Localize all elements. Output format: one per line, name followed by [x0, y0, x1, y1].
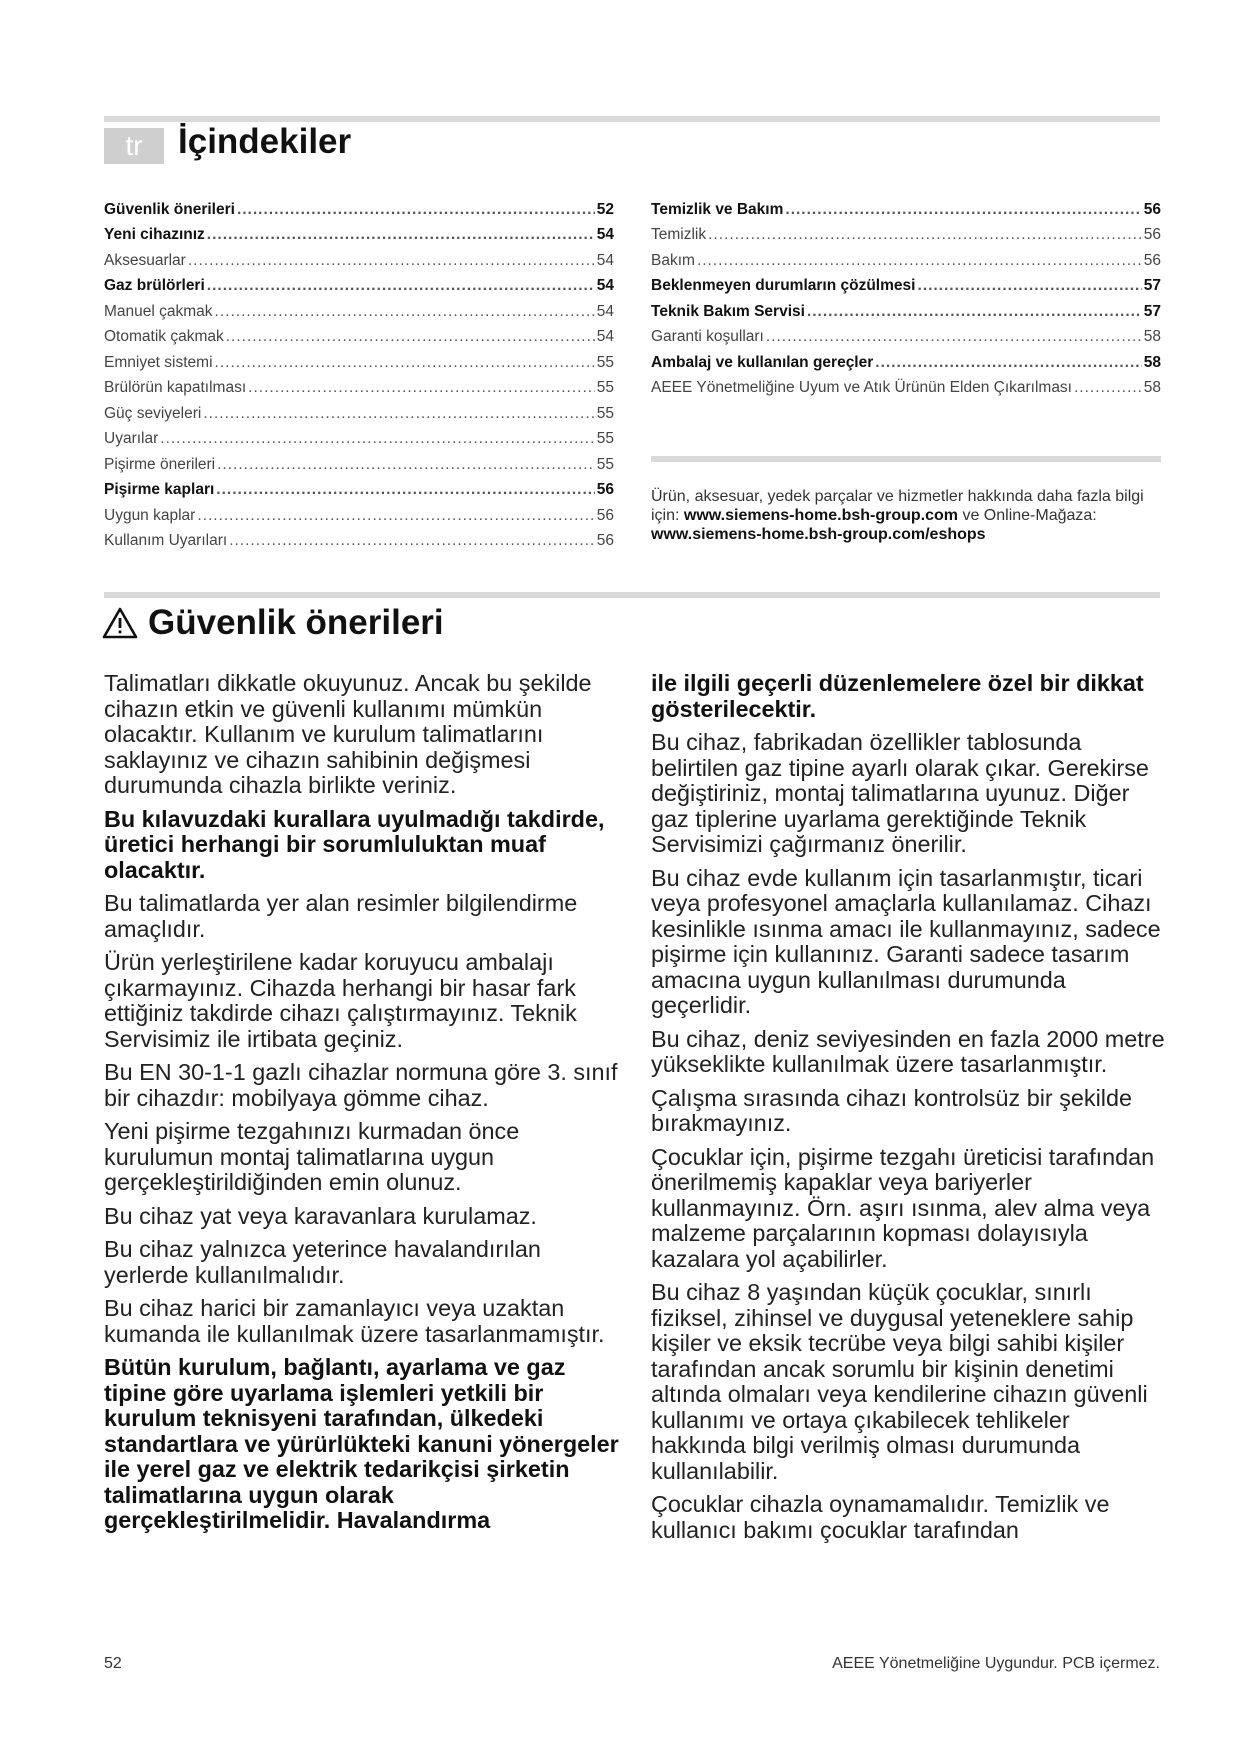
body-paragraph: Bu cihaz, fabrikadan özellikler tablosunda belirtilen gaz tipine ayarlı olarak çıkar. Gerekirse değiştiriniz, montaj talimatlarına uyunuz. Diğer gaz tiplerine uyarlama gerektiğinde Teknik Servisimizi çağırmanız önerilir. [651, 729, 1149, 857]
toc-leader-dots [215, 303, 595, 321]
toc-entry[interactable] [104, 321, 614, 347]
body-paragraph: Çalışma sırasında cihazı kontrolsüz bir şekilde bırakmayınız. [651, 1084, 1133, 1136]
toc-right-column [651, 193, 1161, 397]
toc-entry-page: 58 [1143, 379, 1161, 396]
toc-leader-dots [766, 328, 1142, 346]
body-paragraph: Çocuklar cihazla oynamamalıdır. Temizlik ve kullanıcı bakımı çocuklar tarafından [651, 1491, 1110, 1543]
toc-entry-label: Uyarılar [104, 430, 159, 447]
toc-entry[interactable] [104, 499, 614, 525]
info-text-1: Ürün, aksesuar, yedek parçalar ve hizmetler hakkında daha fazla bilgi için: [651, 488, 1144, 524]
toc-entry-page: 56 [596, 532, 614, 549]
section-heading [102, 603, 444, 643]
body-paragraph: Bu kılavuzdaki kurallara uyulmadığı takdirde, üretici herhangi bir sorumluluktan muaf olacaktır. [104, 805, 605, 883]
toc-entry-label: AEEE Yönetmeliğine Uyum ve Atık Ürünün Elden Çıkarılması [651, 379, 1072, 396]
language-badge: tr [104, 128, 164, 164]
toc-leader-dots [248, 379, 595, 397]
toc-entry-page: 57 [1143, 277, 1161, 294]
toc-entry-page: 54 [596, 277, 614, 294]
body-left-column [104, 671, 624, 1542]
toc-leader-dots [807, 303, 1142, 321]
toc-entry-page: 52 [596, 200, 614, 218]
toc-entry-page: 56 [1143, 251, 1161, 269]
toc-entry-page: 55 [596, 353, 614, 371]
toc-leader-dots [875, 354, 1141, 372]
toc-leader-dots [229, 532, 595, 550]
toc-entry[interactable] [104, 423, 614, 449]
toc-entry-label: Beklenmeyen durumların çözülmesi [651, 277, 916, 294]
toc-entry-label: Garanti koşulları [651, 328, 764, 345]
website-link[interactable]: www.siemens-home.bsh-group.com [683, 507, 959, 524]
body-paragraph: Bu cihaz yat veya karavanlara kurulamaz. [104, 1202, 537, 1229]
toc-entry[interactable] [104, 193, 614, 219]
toc-leader-dots [697, 252, 1142, 270]
body-paragraph: Çocuklar için, pişirme tezgahı üreticisi tarafından önerilmemiş kapaklar veya bariyerler kullanmayınız. Örn. aşırı ısınma, alev alma veya malzeme parçalarının kopması dolayısıyla kazalara yol açabilirler. [651, 1143, 1155, 1272]
toc-entry[interactable] [104, 372, 614, 398]
toc-entry[interactable] [651, 244, 1161, 270]
body-paragraph: Bu EN 30-1-1 gazlı cihazlar normuna göre 3. sınıf bir cihazdır: mobilyaya gömme cihaz. [104, 1059, 618, 1111]
toc-entry[interactable] [104, 295, 614, 321]
body-paragraph: Bütün kurulum, bağlantı, ayarlama ve gaz tipine göre uyarlama işlemleri yetkili bir kurulum teknisyeni tarafından, ülkedeki standartlara ve yürürlükteki kanuni yönergeler ile yerel gaz ve elektrik tedarikçisi şirketin talimatlarına uygun olarak gerçekleştirilmelidir. Havalandırma [104, 1354, 619, 1533]
section-rule [104, 592, 1160, 598]
toc-entry[interactable] [651, 270, 1161, 296]
toc-left-column [104, 193, 614, 550]
toc-entry[interactable] [651, 193, 1161, 219]
toc-leader-dots [203, 405, 594, 423]
body-paragraph: Bu cihaz evde kullanım için tasarlanmıştır, ticari veya profesyonel amaçlarla kullanılamaz. Cihazı kesinlikle ısınma amacı ile kullanmayınız, sadece pişirme için kullanınız. Garanti sadece tasarım amacına uygun kullanılması durumunda geçerlidir. [651, 864, 1161, 1018]
toc-entry-label: Yeni cihazınız [104, 226, 205, 243]
section-title: Güvenlik önerileri [148, 603, 444, 642]
toc-leader-dots [1074, 379, 1142, 397]
toc-entry-page: 58 [1143, 328, 1161, 345]
toc-entry-page: 56 [1143, 200, 1161, 218]
toc-entry-label: Emniyet sistemi [104, 353, 213, 371]
body-paragraph: Talimatları dikkatle okuyunuz. Ancak bu şekilde cihazın etkin ve güvenli kullanımı mümkün olacaktır. Kullanım ve kurulum talimatlarını saklayınız ve cihazın sahibinin değişmesi durumunda cihazla birlikte veriniz. [104, 670, 592, 798]
toc-entry-label: Kullanım Uyarıları [104, 532, 228, 549]
toc-entry-label: Güvenlik önerileri [104, 200, 235, 218]
toc-entry[interactable] [104, 525, 614, 551]
toc-entry-page: 56 [596, 506, 614, 524]
toc-entry[interactable] [104, 346, 614, 372]
body-paragraph: Yeni pişirme tezgahınızı kurmadan önce kurulumun montaj talimatlarına uygun gerçekleştirildiğinden emin olunuz. [104, 1118, 520, 1195]
toc-entry[interactable] [104, 270, 614, 296]
toc-entry-page: 54 [596, 251, 614, 269]
toc-entry-page: 55 [596, 379, 614, 396]
info-text-2: ve Online-Mağaza: [958, 507, 1097, 524]
toc-entry-page: 55 [596, 404, 614, 422]
toc-leader-dots [188, 252, 595, 270]
toc-leader-dots [207, 226, 595, 244]
page-number: 52 [104, 1655, 122, 1672]
footer-note: AEEE Yönetmeliğine Uygundur. PCB içermez. [832, 1655, 1160, 1672]
body-right-column [651, 671, 1171, 1551]
warning-triangle-icon [102, 607, 138, 639]
toc-entry[interactable] [651, 346, 1161, 372]
toc-entry-label: Teknik Bakım Servisi [651, 302, 805, 320]
toc-entry-label: Bakım [651, 251, 695, 269]
toc-leader-dots [160, 430, 594, 448]
toc-leader-dots [207, 277, 595, 295]
toc-entry-page: 55 [596, 455, 614, 473]
toc-entry-label: Aksesuarlar [104, 251, 186, 269]
body-paragraph: Bu cihaz harici bir zamanlayıcı veya uzaktan kumanda ile kullanılmak üzere tasarlanmamıştır. [104, 1295, 605, 1347]
toc-entry[interactable] [651, 321, 1161, 347]
toc-entry[interactable] [104, 448, 614, 474]
toc-leader-dots [215, 354, 595, 372]
toc-entry-page: 55 [596, 430, 614, 447]
toc-entry-page: 58 [1143, 353, 1161, 371]
toc-entry-label: Temizlik ve Bakım [651, 200, 784, 218]
toc-entry-page: 54 [596, 328, 614, 345]
info-rule [651, 456, 1161, 462]
toc-leader-dots [785, 201, 1141, 219]
toc-entry[interactable] [104, 244, 614, 270]
toc-entry-page: 56 [1143, 226, 1161, 243]
toc-entry[interactable] [104, 219, 614, 245]
toc-entry-page: 54 [596, 226, 614, 243]
toc-entry-label: Temizlik [651, 226, 707, 243]
toc-entry-label: Uygun kaplar [104, 506, 196, 524]
toc-entry[interactable] [651, 372, 1161, 398]
toc-title: İçindekiler [178, 122, 352, 161]
toc-entry-label: Ambalaj ve kullanılan gereçler [651, 353, 874, 371]
body-paragraph: Bu cihaz yalnızca yeterince havalandırılan yerlerde kullanılmalıdır. [104, 1236, 541, 1288]
toc-entry[interactable] [651, 219, 1161, 245]
toc-leader-dots [216, 481, 594, 499]
toc-entry-label: Pişirme önerileri [104, 455, 216, 473]
toc-entry-label: Gaz brülörleri [104, 277, 205, 294]
body-paragraph: Bu cihaz 8 yaşından küçük çocuklar, sınırlı fiziksel, zihinsel ve duygusal yeteneklere sahip kişiler ve eksik tecrübe veya bilgi sahibi kişiler tarafından ancak sorumlu bir kişinin denetimi altında olmaları veya kendilerine cihazın güvenli kullanımı ve ortaya çıkabilecek tehlikeler hakkında bilgi verilmiş olması durumunda kullanılabilir. [651, 1279, 1148, 1484]
toc-entry-page: 57 [1143, 302, 1161, 320]
info-paragraph [651, 487, 1163, 544]
body-paragraph: Bu talimatlarda yer alan resimler bilgilendirme amaçlıdır. [104, 890, 578, 942]
toc-leader-dots [917, 277, 1141, 295]
toc-entry[interactable] [104, 397, 614, 423]
body-paragraph: Ürün yerleştirilene kadar koruyucu ambalajı çıkarmayınız. Cihazda herhangi bir hasar fark ettiğiniz takdirde cihazı çalıştırmayınız. Teknik Servisimiz ile irtibata geçiniz. [104, 949, 577, 1052]
toc-leader-dots [217, 456, 595, 474]
toc-entry-label: Güç seviyeleri [104, 404, 202, 422]
toc-entry-label: Manuel çakmak [104, 302, 213, 320]
toc-entry[interactable] [651, 295, 1161, 321]
toc-entry[interactable] [104, 474, 614, 500]
toc-leader-dots [708, 226, 1142, 244]
body-paragraph: Bu cihaz, deniz seviyesinden en fazla 2000 metre yükseklikte kullanılmak üzere tasarlanmıştır. [651, 1025, 1165, 1077]
toc-entry-label: Otomatik çakmak [104, 328, 224, 345]
toc-entry-label: Brülörün kapatılması [104, 379, 247, 396]
body-paragraph: ile ilgili geçerli düzenlemelere özel bir dikkat gösterilecektir. [651, 670, 1144, 722]
toc-leader-dots [197, 507, 594, 525]
toc-entry-page: 56 [596, 481, 614, 498]
toc-leader-dots [237, 201, 595, 219]
toc-entry-label: Pişirme kapları [104, 481, 215, 498]
toc-entry-page: 54 [596, 302, 614, 320]
eshop-link[interactable]: www.siemens-home.bsh-group.com/eshops [651, 526, 986, 543]
toc-leader-dots [226, 328, 595, 346]
